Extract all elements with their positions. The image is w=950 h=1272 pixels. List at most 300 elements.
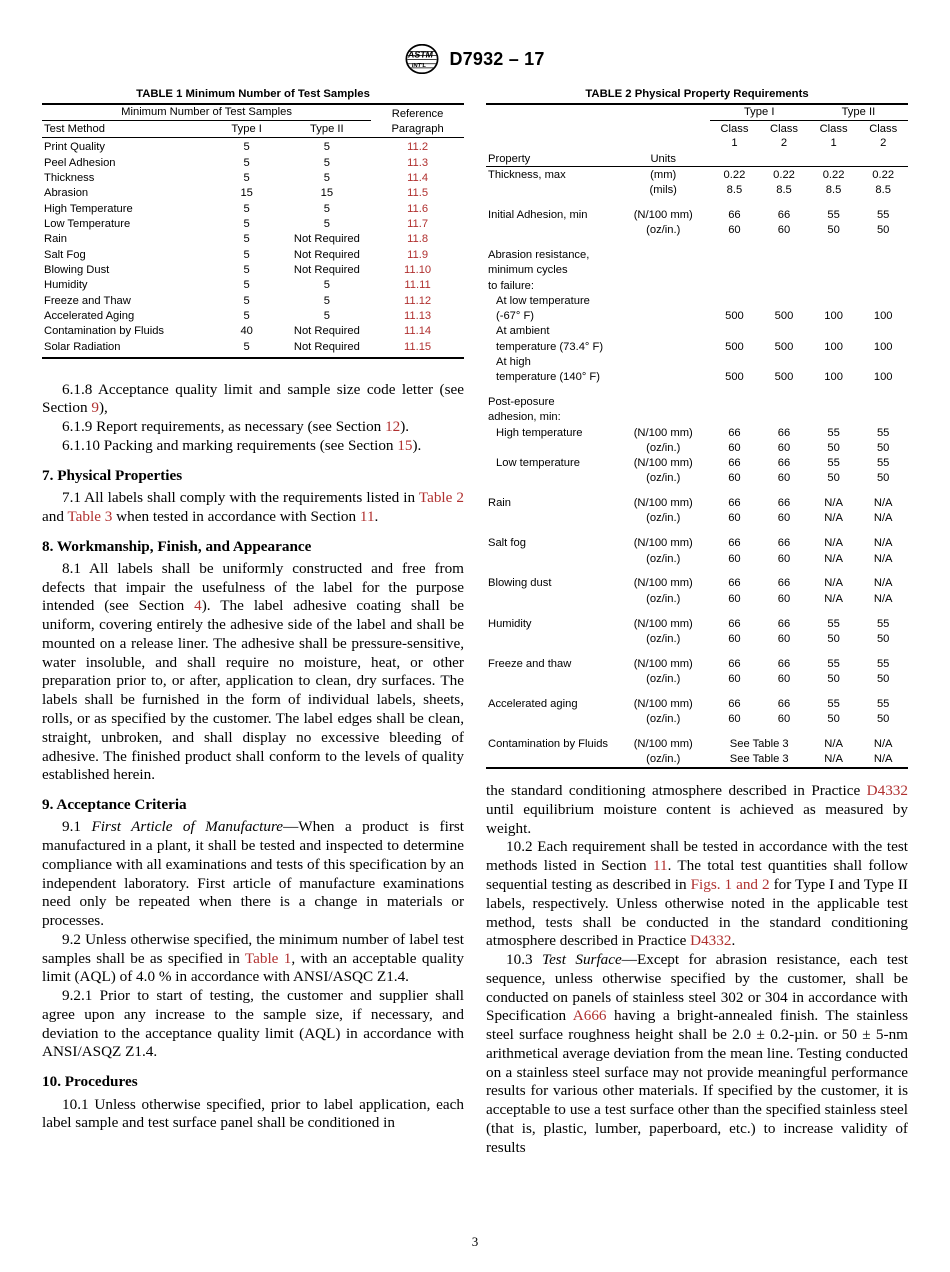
table2-cell-property [486,223,617,238]
table1-cell-reference[interactable]: 11.3 [407,156,429,169]
table2-cell-t1-class1: 60 [728,632,741,645]
table2-cell-t1-class2: 500 [774,371,794,384]
table2-cell-units [617,309,710,324]
link-section-15[interactable]: 15 [397,437,413,455]
table1-spanner-label: Minimum Number of Test Samples [42,104,371,121]
page-header [0,0,950,82]
table1-cell-method: Peel Adhesion [44,156,116,169]
table2-cell-units [617,324,710,339]
table2-cell-t1-class1: 500 [725,310,744,323]
table2-cell-t2-class1 [809,395,859,410]
table1-cell-reference[interactable]: 11.15 [403,340,432,353]
table2-cell-t2-class1: 50 [827,713,840,726]
para-9-2: 9.2 Unless otherwise specified, the minimum number of label test samples shall be as specified in Table 1, with an acceptable quality limit (AQL) of 4.0 % in accordance with ANSI/ASQC Z1.4. [42,930,464,986]
table-row [486,551,908,566]
link-section-11[interactable]: 11 [359,507,375,525]
table2-cell-t1-class2 [759,278,809,293]
table2-cell-property [486,551,617,566]
table-row [486,752,908,768]
table1-cell-type2: 5 [323,141,330,154]
right-body-text [486,782,908,1157]
table2-cell-t2-class1: 50 [827,224,840,237]
link-table-2[interactable]: Table 2 [418,489,464,507]
table1-cell-reference[interactable]: 11.5 [407,187,429,200]
para-6-1-8: 6.1.8 Acceptance quality limit and sample size code letter (see Section 9), [42,380,464,417]
table2-t1-class2: Class 2 [770,122,798,150]
table2-cell-t1-class1: 66 [728,537,741,550]
table1-cell-method: Blowing Dust [44,263,110,276]
table1-col-type1: Type I [231,122,262,135]
table2-cell-t1-class1 [710,355,760,370]
table2-cell-t1-class2: 500 [774,340,794,353]
table2-cell-t2-class2 [858,324,908,339]
table2-group-type1: Type I [710,104,809,121]
table2-cell-t2-class2: N/A [873,512,893,525]
table1-cell-type2: 5 [323,156,330,169]
table1-body [42,137,464,358]
table2-cell-t2-class2 [858,248,908,263]
table1-cell-type1: 5 [243,156,250,169]
table2-cell-units: (oz/in.) [646,753,681,766]
table1-cell-type1: 5 [243,141,250,154]
link-section-11-b[interactable]: 11 [652,857,668,875]
table2-cell-t2-class1 [809,410,859,425]
table-row [486,672,908,687]
two-column-body [0,82,950,1157]
table2-spacer-row [486,567,908,577]
table2-col-property: Property [488,152,531,165]
table2-cell-units [617,278,710,293]
table2-cell-t1-class2: 66 [777,657,791,670]
table2-cell-t1-class2: 60 [777,441,791,454]
table-row [486,355,908,370]
table2-cell-t2-class1 [809,294,859,309]
table2-cell-property: Accelerated aging [488,697,578,710]
table2-cell-type1-span: See Table 3 [729,737,789,750]
table2-cell-units [617,370,710,385]
table2-cell-t2-class2: N/A [873,552,893,565]
svg-text:ASTM: ASTM [407,49,435,60]
table1-cell-method: Print Quality [44,141,105,154]
table-row [42,247,464,262]
table2-body [486,167,908,768]
table-row [486,208,908,223]
table2-cell-t1-class2: 66 [777,697,791,710]
table2-cell-t2-class1: 50 [827,441,840,454]
left-body-text [42,381,464,1133]
table2-cell-t2-class1: N/A [824,497,843,510]
table1-cell-type2: 5 [323,294,330,307]
table1-cell-type1: 5 [243,340,250,353]
table2-cell-t1-class2 [759,248,809,263]
table2-cell-t1-class1: 0.22 [723,168,746,181]
table1-cell-method: Rain [44,233,68,246]
table2-cell-property: (-67° F) [496,310,535,323]
table2-cell-units: (oz/in.) [646,472,681,485]
table2-spacer-row [486,687,908,697]
table1-col-method: Test Method [44,122,105,135]
table1-cell-method: Salt Fog [44,248,86,261]
link-table-3[interactable]: Table 3 [67,507,113,525]
table2-cell-t1-class2: 66 [777,617,791,630]
para-7-1: 7.1 All labels shall comply with the requirements listed in Table 2 and Table 3 when tested in accordance with Section 11. [42,489,464,525]
table-row [486,496,908,511]
table-row [486,632,908,647]
table2-cell-t2-class2: 50 [876,441,890,454]
link-section-12[interactable]: 12 [385,418,401,436]
table2-cell-t1-class1 [710,278,760,293]
table2-cell-t2-class2: N/A [873,592,893,605]
table2-cell-t2-class2 [858,278,908,293]
table2-cell-t2-class1: N/A [824,537,843,550]
table1-cell-type2: Not Required [293,233,360,246]
table2-cell-t1-class1: 8.5 [726,184,743,197]
table2-cell-units: (oz/in.) [646,672,681,685]
table-row [486,263,908,278]
table2-cell-t2-class2: 55 [876,657,890,670]
table2-spacer-row [486,238,908,248]
table2-cell-t2-class2 [858,294,908,309]
table1-cell-type1: 5 [243,309,250,322]
table2-group-row [486,104,908,121]
table2-cell-t2-class2: N/A [873,497,893,510]
table-row [42,324,464,339]
table2-cell-t1-class1: 500 [725,340,744,353]
table1-cell-reference[interactable]: 11.10 [403,263,432,276]
table-row [486,278,908,293]
table2-cell-t2-class2: N/A [873,737,893,750]
table-row [486,712,908,727]
table2-cell-t2-class1 [809,355,859,370]
table2-cell-t1-class1: 66 [728,457,741,470]
table-row [486,370,908,385]
table2-cell-property: Rain [488,497,512,510]
table2-group-type2: Type II [809,104,908,121]
table2-cell-t1-class1: 66 [728,697,741,710]
heading-9-acceptance-criteria: 9. Acceptance Criteria [42,796,187,814]
table2-cell-t2-class2: 55 [876,426,890,439]
table-row [486,339,908,354]
table2-cell-t2-class1 [809,324,859,339]
para-10-1: 10.1 Unless otherwise specified, prior to label application, each label sample and test surface panel shall be conditioned in [42,1095,464,1132]
table1-cell-method: High Temperature [44,202,133,215]
table1-cell-type2: 5 [323,217,330,230]
table2-cell-units: (N/100 mm) [633,497,693,510]
table-row [486,167,908,183]
table2-cell-t2-class2: N/A [873,753,893,766]
table1-cell-type1: 5 [243,279,250,292]
link-practice-d4332[interactable]: D4332 [866,782,908,800]
table2-cell-t2-class1: N/A [824,753,843,766]
table2-cell-t2-class1: N/A [824,512,843,525]
term-first-article: First Article of Manufacture [91,818,284,836]
table2-cell-t1-class2: 66 [777,537,791,550]
table1-cell-method: Accelerated Aging [44,309,135,322]
table2-cell-t2-class2: N/A [873,577,893,590]
table2-cell-property: minimum cycles [488,264,568,277]
table-row [486,425,908,440]
table2-cell-units: (mils) [649,184,677,197]
table1-cell-type2: Not Required [293,340,360,353]
table1-cell-reference[interactable]: 11.6 [407,202,429,215]
table1-cell-type1: 40 [240,325,253,338]
table2-cell-t1-class2: 60 [777,592,791,605]
para-6-1-10: 6.1.10 Packing and marking requirements (see Section 15). [62,437,422,455]
table-row [42,155,464,170]
table2-cell-property [486,511,617,526]
table2-cell-property [486,471,617,486]
heading-10-procedures: 10. Procedures [42,1073,138,1091]
table-row [486,737,908,752]
table2-cell-t1-class2: 60 [777,713,791,726]
table1-cell-type1: 5 [243,248,250,261]
svg-text:INT'L: INT'L [411,63,427,70]
table2-cell-property [486,672,617,687]
table2-cell-t1-class1 [710,248,760,263]
table2-cell-t2-class2: 100 [873,310,893,323]
table-row [486,223,908,238]
table1-cell-reference[interactable]: 11.2 [407,141,429,154]
table2-cell-t1-class1: 66 [728,497,741,510]
table-row [486,309,908,324]
table2-cell-property: At low temperature [496,294,590,307]
table-row [42,137,464,155]
table-row [486,511,908,526]
table2-cell-t1-class1: 60 [728,713,741,726]
table1-cell-type2: 5 [323,309,330,322]
table1-spanner-row [42,104,464,121]
table2-cell-t1-class1: 66 [728,617,741,630]
table2-cell-t2-class1: 0.22 [822,168,845,181]
table2-cell-units: (N/100 mm) [633,577,693,590]
table1-cell-reference[interactable]: 11.14 [403,325,432,338]
table2-spacer-row [486,727,908,737]
table1-cell-type1: 5 [243,202,250,215]
table2-cell-t1-class2: 60 [777,512,791,525]
table2-cell-t1-class1: 60 [728,672,741,685]
para-9-1: 9.1 First Article of Manufacture—When a product is first manufactured in a plant, it shall be tested and inspected to determine compliance with all examinations and tests of this specification by an independent laboratory. First article of manufacture examinations need only be repeated when there is a change in materials or processes. [42,818,465,930]
table2-cell-t1-class2: 60 [777,472,791,485]
table1 [42,103,464,359]
table-row [486,616,908,631]
link-figs-1-2[interactable]: Figs. 1 and 2 [690,876,770,893]
table2-cell-t2-class1 [809,278,859,293]
link-spec-a666[interactable]: A666 [572,1007,607,1025]
table-row [42,278,464,293]
table2-cell-t2-class1: 100 [824,371,843,384]
table2-cell-units: (oz/in.) [646,713,681,726]
para-10-1-continued: the standard conditioning atmosphere described in Practice D4332 until equilibrium moisture content is achieved as measured by weight. [486,782,908,837]
table2-spacer-row [486,385,908,395]
table2-cell-units: (N/100 mm) [633,208,693,221]
table2-cell-t1-class1: 66 [728,577,741,590]
astm-logo-icon [405,44,439,74]
table2-cell-t1-class1 [710,294,760,309]
table2-cell-t1-class2: 66 [777,208,791,221]
table2-cell-property: Abrasion resistance, [488,249,590,262]
table1-cell-method: Thickness [44,171,95,184]
table2-cell-t2-class1: 55 [827,426,840,439]
table2-cell-units: (N/100 mm) [633,697,693,710]
table2-spacer-row [486,526,908,536]
table2-cell-t2-class1: 55 [827,457,840,470]
link-section-4[interactable]: 4 [194,597,202,615]
table1-cell-type2: 5 [323,279,330,292]
table2-cell-t2-class2: 50 [876,472,890,485]
table2-cell-property [486,632,617,647]
table2-cell-t1-class2: 66 [777,457,791,470]
table2-cell-t1-class1 [710,395,760,410]
table1-cell-type1: 15 [240,187,253,200]
table2-cell-t2-class2: 0.22 [872,168,895,181]
table2-cell-property: to failure: [488,279,535,292]
heading-8-workmanship: 8. Workmanship, Finish, and Appearance [42,537,312,555]
table2-cell-t1-class2 [759,263,809,278]
table2-cell-t2-class2: 50 [876,632,890,645]
table2-cell-units [617,355,710,370]
table2-cell-property: High temperature [496,426,583,439]
table2-cell-t2-class2: 50 [876,713,890,726]
table2-cell-t1-class2 [759,395,809,410]
table2-cell-t1-class1: 60 [728,472,741,485]
table1-cell-type2: 5 [323,171,330,184]
table1-cell-method: Solar Radiation [44,340,121,353]
table2-spacer-row [486,198,908,208]
table1-cell-reference[interactable]: 11.4 [407,171,429,184]
table2-cell-units: (N/100 mm) [633,737,693,750]
table-row [486,248,908,263]
table2-cell-t2-class1 [809,248,859,263]
table2-cell-t2-class2: 100 [873,340,893,353]
table-row [42,293,464,308]
table2-cell-t2-class1: 55 [827,657,840,670]
table2-cell-property: At ambient [496,325,550,338]
standard-designation: D7932 – 17 [449,48,545,69]
table1-cell-type1: 5 [243,233,250,246]
table1-cell-type1: 5 [243,217,250,230]
table2-cell-t1-class2: 60 [777,552,791,565]
table1-cell-method: Abrasion [44,187,89,200]
table1-cell-type1: 5 [243,263,250,276]
table1-cell-reference[interactable]: 11.13 [403,309,432,322]
link-section-9[interactable]: 9 [91,399,99,417]
table2-label-row [486,151,908,167]
table2-t2-class2: Class 2 [869,122,898,150]
table1-cell-type2: Not Required [293,263,360,276]
table2-cell-units: (oz/in.) [646,224,681,237]
table2-cell-t1-class1 [710,324,760,339]
para-10-3: 10.3 Test Surface—Except for abrasion resistance, each test sequence, unless otherwise specified by the customer, shall be conducted on panels of stainless steel 302 or 304 in accordance with Specification A666 having a bright-annealed finish. The stainless steel surface roughness height shall be 2.0 ± 0.2-µin. or 50 ± 5-nm arithmetical average deviation from the mean line. Testing conducted on a stainless steel surface may not provide meaningful performance results for various other materials. If specified by the customer, it is acceptable to use a test surface other than the specified stainless steel (that is, plastic, lumber, paperboard, etc.) to increase validity of results [486,951,909,1156]
table-row [42,309,464,324]
table2-cell-t1-class2: 500 [774,310,794,323]
table2-cell-t1-class1: 60 [728,552,741,565]
table2-cell-property: Thickness, max [488,168,566,181]
table-row [486,697,908,712]
table2-cell-property: Blowing dust [488,577,552,590]
para-9-2-1: 9.2.1 Prior to start of testing, the customer and supplier shall agree upon any increase to the sample size, if necessary, and deviation to the acceptance quality limit (AQL) in accordance with ANSI/ASQZ Z1.4. [42,987,464,1061]
table2-cell-t1-class2: 60 [777,632,791,645]
table2-cell-t1-class2: 0.22 [773,168,795,181]
table1-cell-method: Humidity [44,279,88,292]
table2-cell-units: (mm) [650,168,677,181]
table2-cell-t1-class2: 60 [777,224,791,237]
table2-cell-t1-class2: 66 [777,426,791,439]
table-row [486,324,908,339]
table-row [486,591,908,606]
table2-cell-units: (oz/in.) [646,552,681,565]
table-row [42,201,464,216]
table2-cell-t2-class2: 50 [876,672,890,685]
table2-cell-t1-class1 [710,263,760,278]
table-row [486,395,908,410]
table-row [486,656,908,671]
table-row [42,263,464,278]
table1-title: TABLE 1 Minimum Number of Test Samples [136,88,370,100]
table-row [486,294,908,309]
table1-cell-reference[interactable]: 11.9 [407,248,429,261]
table2-cell-units [617,263,710,278]
table2-cell-t2-class1: 100 [824,310,843,323]
table2-cell-units [617,410,710,425]
table2-spacer-row [486,647,908,657]
table2-cell-units: (N/100 mm) [633,426,693,439]
table2-title: TABLE 2 Physical Property Requirements [585,88,809,100]
table2-cell-units: (oz/in.) [646,632,681,645]
table2-cell-t2-class2: 55 [876,697,890,710]
table2-cell-t1-class2 [759,355,809,370]
table2-cell-t2-class1: 50 [827,632,840,645]
table-row [486,183,908,198]
table-row [42,339,464,357]
table1-cell-type1: 5 [243,171,250,184]
table1-cell-method: Freeze and Thaw [44,294,131,307]
table1-cell-type2: Not Required [293,248,360,261]
table2-cell-units: (N/100 mm) [633,537,693,550]
table2-cell-t2-class2 [858,263,908,278]
table2-cell-property: Freeze and thaw [488,657,572,670]
table1-cell-type2: 15 [320,187,334,200]
table2-cell-units: (oz/in.) [646,441,681,454]
table1-cell-reference[interactable]: 11.7 [407,217,429,230]
table2-cell-units [617,395,710,410]
table2-cell-t1-class1: 60 [728,441,741,454]
table2-cell-units: (oz/in.) [646,592,681,605]
table2-cell-t2-class1: 55 [827,208,840,221]
table1-cell-reference[interactable]: 11.12 [403,294,432,307]
table2-cell-property [486,183,617,198]
table1-cell-reference[interactable]: 11.11 [404,279,431,292]
table2-cell-t2-class1 [809,263,859,278]
link-table-1[interactable]: Table 1 [244,949,292,967]
link-practice-d4332-b[interactable]: D4332 [690,932,732,950]
table1-col-reference: Reference Paragraph [391,108,444,135]
table2-cell-t2-class1: N/A [824,577,843,590]
table2-cell-t1-class2 [759,294,809,309]
table-row [42,170,464,185]
table2-spacer-row [486,607,908,617]
table1-cell-reference[interactable]: 11.8 [407,233,429,246]
table-row [486,441,908,456]
table2-cell-t2-class2: N/A [873,537,893,550]
table2-cell-units: (oz/in.) [646,512,681,525]
table2-cell-t2-class2: 55 [876,617,890,630]
table2-cell-t2-class1: 50 [827,672,840,685]
table2-cell-property: Post-eposure [488,396,555,408]
table2-cell-t1-class2 [759,324,809,339]
table1-cell-method: Low Temperature [44,217,131,230]
table2-cell-t1-class2 [759,410,809,425]
table2-cell-t1-class1: 60 [728,512,741,525]
